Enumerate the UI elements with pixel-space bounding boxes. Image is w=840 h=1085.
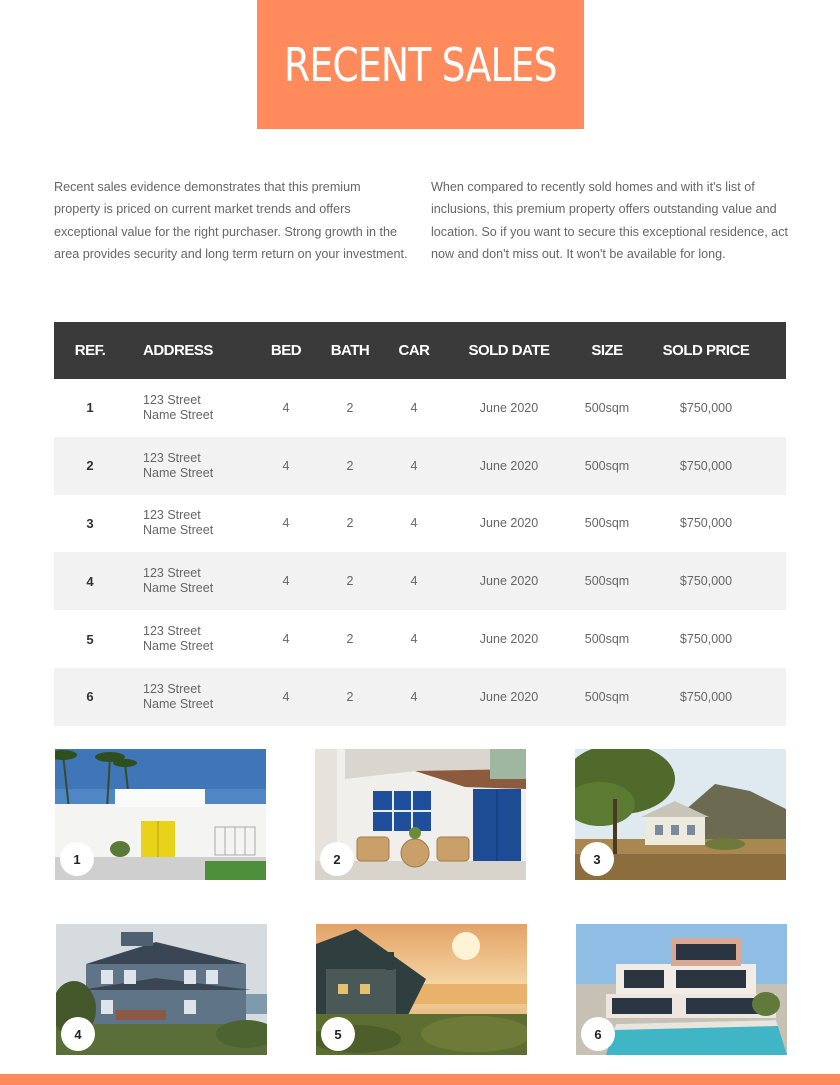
cell-address [124,682,254,712]
cell-sold-date: June 2020 [479,400,539,415]
photo-number-badge: 4 [61,1017,95,1051]
cell-address [124,393,254,423]
title-banner [257,0,584,129]
cell-ref: 2 [86,458,94,474]
cell-car: 4 [410,458,418,473]
footer-accent-bar [0,1074,840,1085]
cell-car: 4 [410,400,418,415]
cell-bath: 2 [346,632,354,647]
header-address: ADDRESS [143,342,213,359]
cell-bath: 2 [346,574,354,589]
cell-sold-price: $750,000 [679,400,733,415]
sales-table [54,322,786,726]
cell-bath: 2 [346,689,354,704]
header-sold-price: SOLD PRICE [662,342,750,359]
cell-bath: 2 [346,400,354,415]
cell-sold-price: $750,000 [679,458,733,473]
property-photo-3 [575,749,786,880]
cell-car: 4 [410,574,418,589]
intro-text-right: When compared to recently sold homes and with it's list of inclusions, this premium property offers outstanding value and location. So if you want to secure this exceptional residence, act now and don't miss out. It won't be available for long. [431,180,789,262]
address-line1: 123 Street [143,624,201,639]
table-row [54,552,786,610]
cell-size: 500sqm [584,574,630,589]
cell-ref: 1 [86,400,94,416]
photo-number-badge: 6 [581,1017,615,1051]
header-bath: BATH [330,342,370,359]
header-ref: REF. [74,342,106,359]
address-line1: 123 Street [143,392,201,407]
cell-sold-date: June 2020 [479,458,539,473]
address-line2: Name Street [143,465,214,480]
cell-bed: 4 [282,400,290,415]
cell-sold-date: June 2020 [479,632,539,647]
cell-size: 500sqm [584,689,630,704]
address-line2: Name Street [143,696,214,711]
table-row [54,495,786,553]
property-photo-2 [315,749,526,880]
header-size: SIZE [591,342,623,359]
cell-bed: 4 [282,458,290,473]
cell-sold-price: $750,000 [679,689,733,704]
cell-ref: 4 [86,573,94,589]
header-bed: BED [270,342,302,359]
address-line2: Name Street [143,407,214,422]
cell-size: 500sqm [584,516,630,531]
cell-sold-date: June 2020 [479,516,539,531]
cell-car: 4 [410,632,418,647]
photo-number-badge: 2 [320,842,354,876]
cell-sold-price: $750,000 [679,516,733,531]
table-row [54,437,786,495]
cell-car: 4 [410,689,418,704]
cell-bed: 4 [282,574,290,589]
intro-text-left: Recent sales evidence demonstrates that this premium property is priced on current market trends and offers exceptional value for the right purchaser. Strong growth in the area provides security and long term return on your investment. [54,180,408,262]
cell-bed: 4 [282,632,290,647]
cell-bed: 4 [282,516,290,531]
header-car: CAR [398,342,430,359]
property-photo-6 [576,924,787,1055]
address-line1: 123 Street [143,681,201,696]
cell-address [124,624,254,654]
cell-bath: 2 [346,516,354,531]
table-row [54,379,786,437]
address-line1: 123 Street [143,508,201,523]
cell-address [124,451,254,481]
cell-ref: 3 [86,515,94,531]
cell-size: 500sqm [584,632,630,647]
property-photo-1 [55,749,266,880]
address-line1: 123 Street [143,566,201,581]
address-line2: Name Street [143,639,214,654]
cell-address [124,566,254,596]
cell-sold-price: $750,000 [679,632,733,647]
cell-size: 500sqm [584,400,630,415]
cell-car: 4 [410,516,418,531]
cell-sold-date: June 2020 [479,574,539,589]
cell-bed: 4 [282,689,290,704]
cell-address [124,508,254,538]
address-line2: Name Street [143,523,214,538]
cell-ref: 5 [86,631,94,647]
photo-number-badge: 5 [321,1017,355,1051]
table-header [54,322,786,379]
cell-sold-price: $750,000 [679,574,733,589]
property-photo-4 [56,924,267,1055]
header-sold-date: SOLD DATE [468,342,550,359]
photo-number-badge: 3 [580,842,614,876]
address-line1: 123 Street [143,450,201,465]
address-line2: Name Street [143,581,214,596]
property-photo-5 [316,924,527,1055]
cell-bath: 2 [346,458,354,473]
photo-number-badge: 1 [60,842,94,876]
page-title: RECENT SALES [284,37,557,92]
cell-ref: 6 [86,689,94,705]
cell-sold-date: June 2020 [479,689,539,704]
table-row [54,610,786,668]
cell-size: 500sqm [584,458,630,473]
table-row [54,668,786,726]
